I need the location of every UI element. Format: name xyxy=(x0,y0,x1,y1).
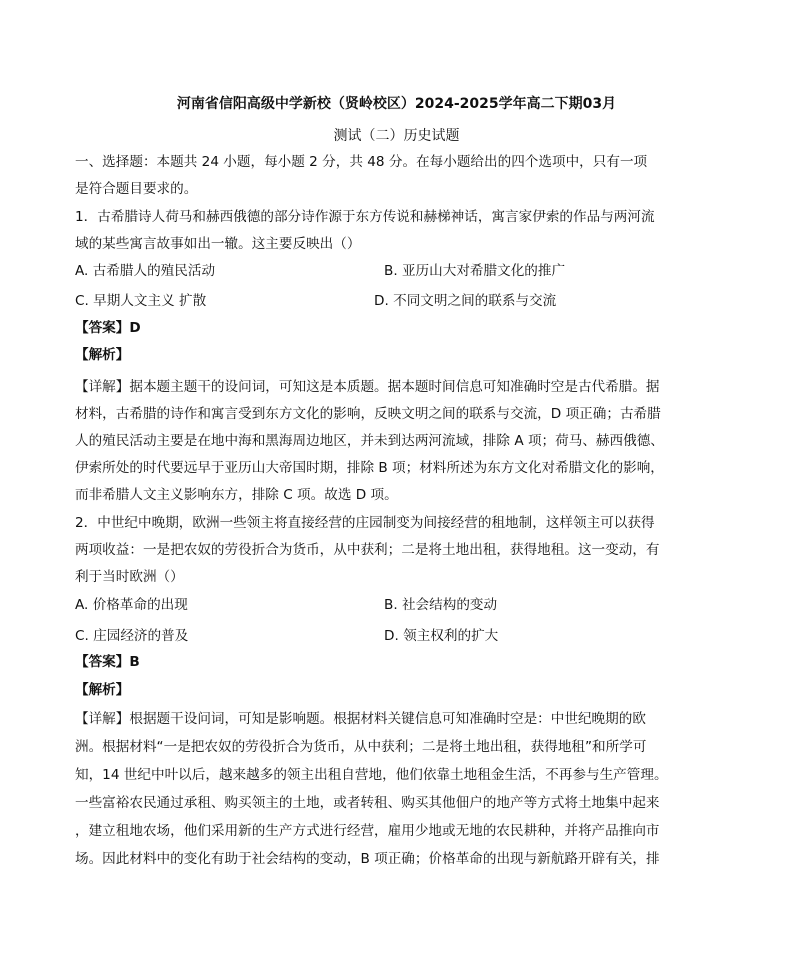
exam-title-line1: 河南省信阳高级中学新校（贤岭校区）2024-2025学年高二下期03月 xyxy=(176,96,617,112)
q1-option-d: D. 不同文明之间的联系与交流 xyxy=(374,293,557,309)
q1-answer: 【答案】D xyxy=(75,320,141,336)
section-instruction-line2: 是符合题目要求的。 xyxy=(75,181,198,197)
q1-detail-line1: 【详解】据本题主题干的设问词，可知这是本质题。据本题时间信息可知准确时空是古代希腊。据 xyxy=(75,379,660,395)
q2-answer: 【答案】B xyxy=(75,654,140,670)
q1-detail-line2: 材料，古希腊的诗作和寓言受到东方文化的影响，反映文明之间的联系与交流，D 项正确；古希腊 xyxy=(75,406,661,422)
q2-detail-line6: 场。因此材料中的变化有助于社会结构的变动，B 项正确；价格革命的出现与新航路开辟有关，排 xyxy=(75,851,660,867)
q1-option-c: C. 早期人文主义 扩散 xyxy=(75,293,207,309)
q2-option-d: D. 领主权利的扩大 xyxy=(384,628,499,644)
q1-option-a: A. 古希腊人的殖民活动 xyxy=(75,263,216,279)
q1-stem-line2: 域的某些寓言故事如出一辙。这主要反映出（） xyxy=(75,236,361,252)
q2-option-a: A. 价格革命的出现 xyxy=(75,597,188,613)
q2-detail-line1: 【详解】根据题干设问词，可知是影响题。根据材料关键信息可知准确时空是：中世纪晚期的欧 xyxy=(75,711,646,727)
q2-option-b: B. 社会结构的变动 xyxy=(384,597,498,613)
q2-analysis-label: 【解析】 xyxy=(75,682,130,698)
q2-stem-line2: 两项收益：一是把农奴的劳役折合为货币，从中获利；二是将土地出租，获得地租。这一变动，有 xyxy=(75,542,660,558)
q2-option-c: C. 庄园经济的普及 xyxy=(75,628,189,644)
q2-detail-line2: 洲。根据材料“一是把农奴的劳役折合为货币，从中获利；二是将土地出租，获得地租”和所学可 xyxy=(75,739,647,755)
q2-detail-line3: 知，14 世纪中叶以后，越来越多的领主出租自营地，他们依靠土地租金生活，不再参与生产管理。 xyxy=(75,767,668,783)
q1-detail-line4: 伊索所处的时代要远早于亚历山大帝国时期，排除 B 项；材料所述为东方文化对希腊文化的影响， xyxy=(75,460,664,476)
exam-title-line2: 测试（二）历史试题 xyxy=(333,128,460,144)
section-instruction-line1: 一、选择题：本题共 24 小题，每小题 2 分，共 48 分。在每小题给出的四个选项中，只有一项 xyxy=(75,154,648,170)
q1-analysis-label: 【解析】 xyxy=(75,347,130,363)
q2-detail-line4: 一些富裕农民通过承租、购买领主的土地，或者转租、购买其他佃户的地产等方式将土地集中起来 xyxy=(75,795,660,811)
q2-stem-line1: 2．中世纪中晚期，欧洲一些领主将直接经营的庄园制变为间接经营的租地制，这样领主可以获得 xyxy=(75,515,655,531)
q1-stem-line1: 1．古希腊诗人荷马和赫西俄德的部分诗作源于东方传说和赫梯神话，寓言家伊索的作品与两河流 xyxy=(75,209,655,225)
q1-detail-line5: 而非希腊人文主义影响东方，排除 C 项。故选 D 项。 xyxy=(75,487,398,503)
q2-detail-line5: ，建立租地农场，他们采用新的生产方式进行经营，雇用少地或无地的农民耕种，并将产品推向市 xyxy=(75,823,660,839)
q2-stem-line3: 利于当时欧洲（） xyxy=(75,569,184,585)
q1-detail-line3: 人的殖民活动主要是在地中海和黑海周边地区，并未到达两河流域，排除 A 项；荷马、赫西俄德、 xyxy=(75,433,664,449)
q1-option-b: B. 亚历山大对希腊文化的推广 xyxy=(384,263,566,279)
